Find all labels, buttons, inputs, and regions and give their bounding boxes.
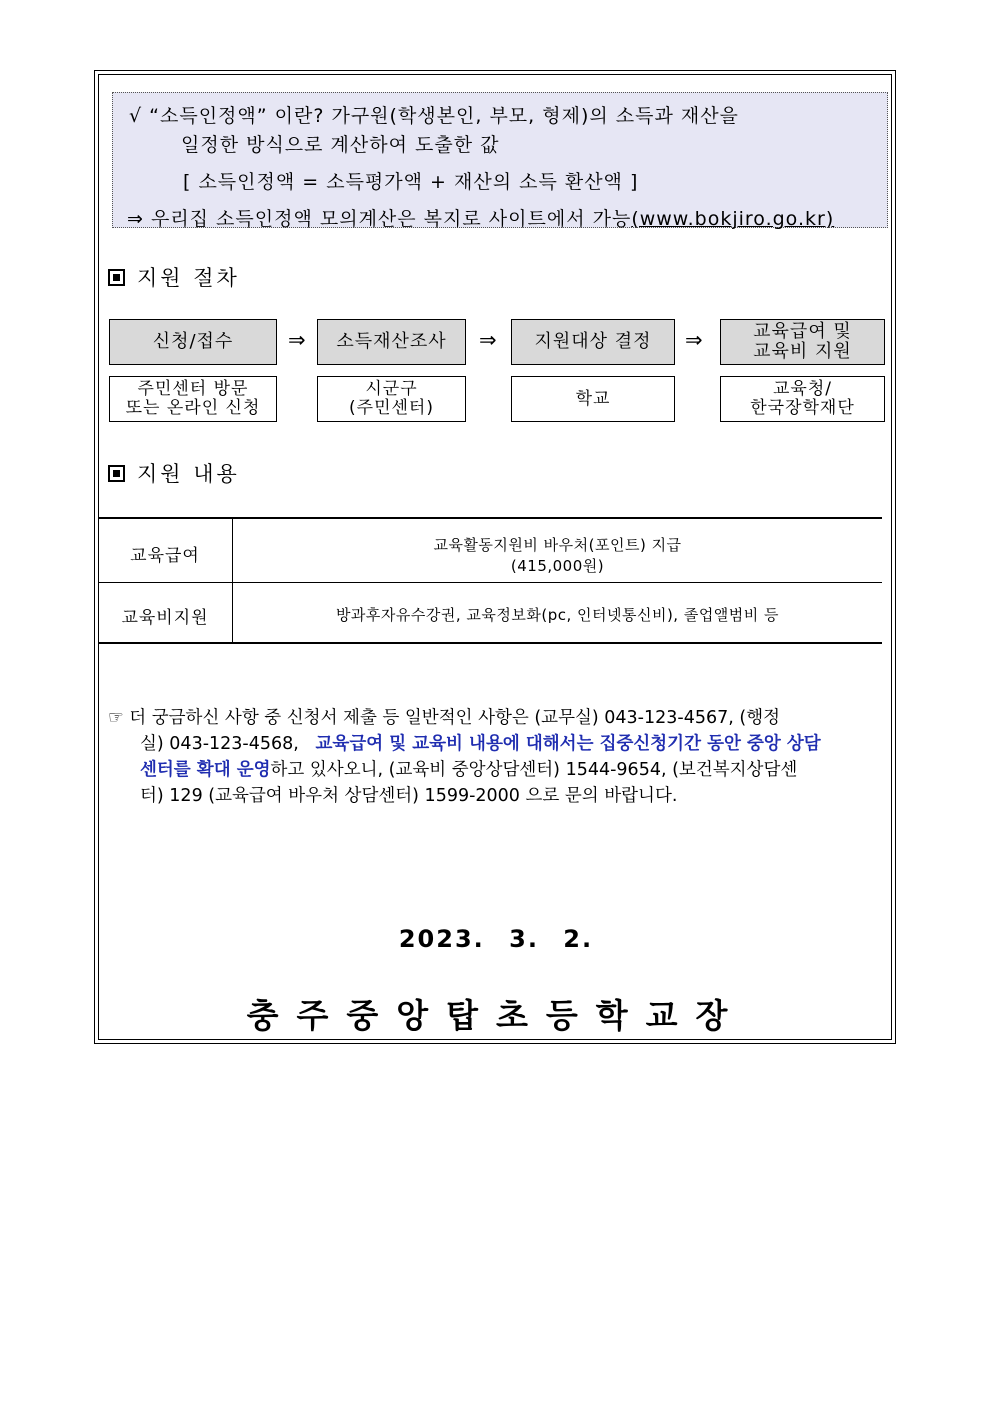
step-application-agency (109, 376, 277, 422)
inquiry-line (108, 783, 893, 809)
table-top-border (98, 517, 882, 519)
step-eligibility-decision (511, 319, 675, 365)
table-row-label: 교육급여 (130, 546, 200, 566)
square-bullet-icon (108, 465, 125, 482)
step-agency: 교육청/ 한국장학재단 (750, 379, 855, 418)
step-support-payment-agency (720, 376, 885, 422)
definition-line: √ “소득인정액” 이란? 가구원(학생본인, 부모, 형제)의 소득과 재산을 (129, 105, 739, 127)
support-section-title (108, 458, 240, 488)
simulation-text: ⇒ 우리집 소득인정액 모의계산은 복지로 사이트에서 가능 (127, 208, 632, 230)
table-row-label: 교육비지원 (121, 608, 209, 628)
school-principal-signature: 충주중앙탑초등학교장 (246, 996, 746, 1035)
inquiry-paragraph (108, 705, 893, 809)
content-line: (415,000원) (510, 557, 605, 575)
content-line: 방과후자유수강권, 교육정보화(pc, 인터넷통신비), 졸업앨범비 등 (335, 606, 780, 624)
step-income-survey (317, 319, 466, 365)
step-arrow-icon: ⇒ (479, 328, 497, 352)
procedure-section-title (108, 262, 240, 292)
inquiry-line (108, 757, 893, 783)
step-arrow-icon: ⇒ (685, 328, 703, 352)
inquiry-text: 실) 043-123-4568, (140, 734, 299, 754)
support-title-text: 지원 내용 (137, 462, 240, 486)
table-row-content (233, 604, 882, 625)
step-income-survey-agency (317, 376, 466, 422)
step-eligibility-decision-agency (511, 376, 675, 422)
table-row-divider (98, 582, 882, 583)
inquiry-highlight: 교육급여 및 교육비 내용에 대해서는 집중신청기간 동안 중앙 상담 (315, 734, 821, 754)
step-label: 지원대상 결정 (534, 331, 652, 352)
content-line: 교육활동지원비 바우처(포인트) 지급 (433, 536, 682, 554)
document-date: 2023. 3. 2. (398, 925, 594, 953)
definition-line-continued: 일정한 방식으로 계산하여 도출한 값 (181, 134, 500, 156)
procedure-title-text: 지원 절차 (137, 266, 240, 290)
inquiry-text: 터) 129 (교육급여 바우처 상담센터) 1599-2000 으로 문의 바랍니다. (140, 786, 678, 806)
step-arrow-icon: ⇒ (288, 328, 306, 352)
square-bullet-icon (108, 269, 125, 286)
step-label: 신청/접수 (152, 331, 234, 352)
bokjiro-link[interactable]: (www.bokjiro.go.kr) (631, 208, 835, 230)
table-bottom-border (98, 642, 882, 644)
step-label: 교육급여 및 교육비 지원 (753, 321, 852, 362)
simulation-line (127, 204, 834, 231)
inquiry-line (108, 731, 893, 757)
step-agency: 학교 (575, 388, 611, 409)
step-application (109, 319, 277, 365)
table-row-content (233, 534, 882, 576)
inquiry-line (108, 705, 893, 731)
step-agency: 시군구 (주민센터) (349, 379, 434, 418)
step-support-payment (720, 319, 885, 365)
income-definition-box (112, 92, 888, 228)
formula-line: [ 소득인정액 = 소득평가액 + 재산의 소득 환산액 ] (183, 171, 639, 193)
inquiry-text: 더 궁금하신 사항 중 신청서 제출 등 일반적인 사항은 (교무실) 043-123-4567, (행정 (129, 708, 781, 728)
pointing-hand-icon: ☞ (108, 708, 124, 728)
inquiry-text: 하고 있사오니, (교육비 중앙상담센터) 1544-9654, (보건복지상담센 (270, 760, 798, 780)
step-label: 소득재산조사 (336, 331, 447, 352)
inquiry-highlight: 센터를 확대 운영 (140, 760, 271, 780)
step-agency: 주민센터 방문 또는 온라인 신청 (125, 379, 261, 418)
